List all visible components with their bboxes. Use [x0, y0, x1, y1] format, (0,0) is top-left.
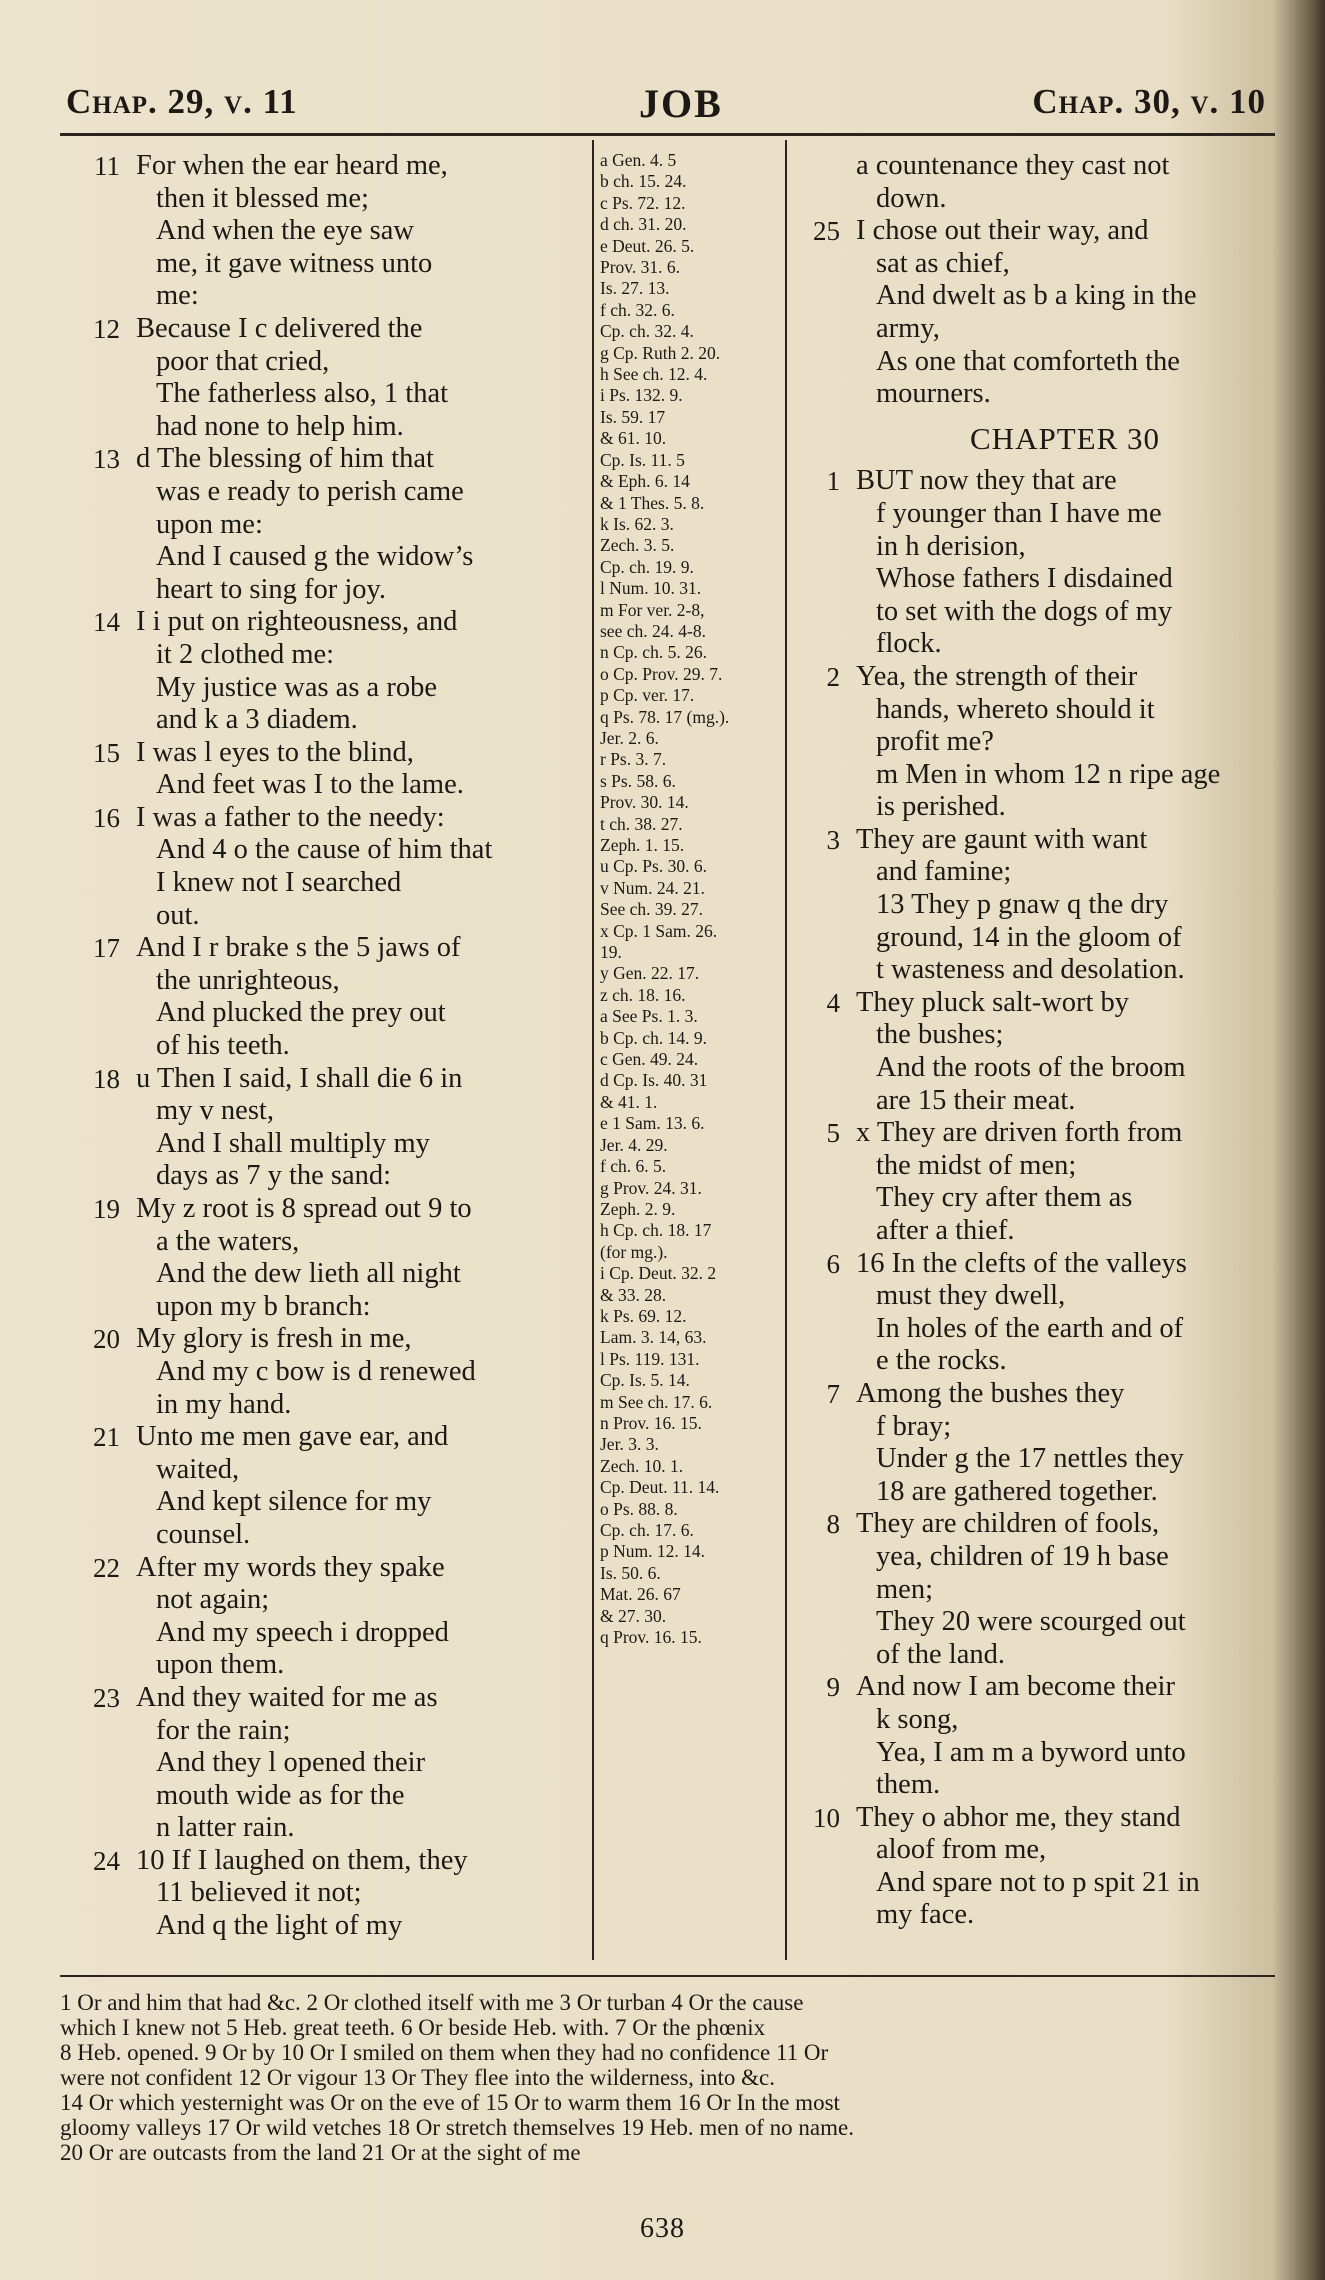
verse — [780, 824, 1280, 987]
cross-reference: n Prov. 16. 15. — [600, 1412, 702, 1433]
verse — [60, 313, 580, 443]
cross-reference: f ch. 6. 5. — [600, 1156, 667, 1177]
verse-line: army, — [876, 312, 940, 344]
verse-line: Under g the 17 nettles they — [876, 1443, 1184, 1475]
verse-line: And q the light of my — [156, 1910, 403, 1942]
cross-reference: Is. 50. 6. — [600, 1562, 661, 1583]
verse-line: and famine; — [876, 856, 1012, 888]
cross-reference: Cp. ch. 32. 4. — [600, 321, 694, 342]
cross-reference: & 33. 28. — [600, 1284, 667, 1305]
cross-reference: (for mg.). — [600, 1241, 668, 1262]
verse-line: e the rocks. — [876, 1345, 1007, 1377]
verse-number: 16 — [93, 802, 120, 833]
cross-reference: l Num. 10. 31. — [600, 578, 702, 599]
cross-reference: See ch. 39. 27. — [600, 899, 704, 920]
cross-reference: g Prov. 24. 31. — [600, 1177, 702, 1198]
cross-reference: m See ch. 17. 6. — [600, 1391, 713, 1412]
verse-line: men; — [876, 1573, 933, 1605]
footnote-line: 1 Or and him that had &c. 2 Or clothed itself with me 3 Or turban 4 Or the cause — [60, 1990, 804, 2015]
verse — [780, 1671, 1280, 1801]
cross-reference: & 61. 10. — [600, 428, 667, 449]
footnote-line: 8 Heb. opened. 9 Or by 10 Or I smiled on them when they had no confidence 11 Or — [60, 2040, 829, 2065]
verse — [60, 1845, 580, 1943]
cross-reference: & Eph. 6. 14 — [600, 471, 690, 492]
header-rule — [60, 133, 1275, 136]
verse-number: 21 — [93, 1422, 120, 1453]
verse-line: the bushes; — [876, 1019, 1004, 1051]
verse — [60, 443, 580, 606]
verse-line: flock. — [876, 628, 942, 660]
verse-number: 9 — [826, 1672, 840, 1703]
verse-number: 25 — [813, 216, 840, 247]
verse-line: out. — [156, 899, 200, 931]
cross-reference: & 41. 1. — [600, 1091, 658, 1112]
page-number: 638 — [640, 2213, 685, 2244]
verse-line: And they l opened their — [156, 1747, 426, 1779]
verse-line: In holes of the earth and of — [876, 1312, 1184, 1344]
verse-line: mourners. — [876, 378, 991, 410]
verse-line: my v nest, — [156, 1095, 274, 1127]
verse-line: counsel. — [156, 1518, 251, 1550]
verse-line: yea, children of 19 h base — [876, 1540, 1169, 1572]
verse-line: m Men in whom 12 n ripe age — [876, 758, 1221, 790]
verse-line: upon my b branch: — [156, 1290, 371, 1322]
verse-number: 20 — [93, 1324, 120, 1355]
verse-line: 16 In the clefts of the valleys — [856, 1247, 1187, 1279]
verse-line: not again; — [156, 1584, 270, 1616]
cross-reference: q Prov. 16. 15. — [600, 1627, 702, 1648]
verse-line: 18 are gathered together. — [876, 1475, 1158, 1507]
cross-reference: p Num. 12. 14. — [600, 1541, 705, 1562]
cross-reference: t ch. 38. 27. — [600, 813, 683, 834]
verse-line: upon them. — [156, 1649, 285, 1681]
verse — [780, 1802, 1280, 1932]
verse-line: My glory is fresh in me, — [136, 1323, 412, 1355]
verse-line: Whose fathers I disdained — [876, 563, 1173, 595]
verse-line: And the dew lieth all night — [156, 1258, 461, 1290]
verse-number: 14 — [93, 607, 120, 638]
verse-number: 8 — [826, 1509, 840, 1540]
verse-number: 6 — [826, 1248, 840, 1279]
verse-line: And kept silence for my — [156, 1486, 432, 1518]
verse-line: And I caused g the widow’s — [156, 541, 474, 573]
verse-line: to set with the dogs of my — [876, 595, 1173, 627]
verse-line: My justice was as a robe — [156, 671, 437, 703]
verse-line: must they dwell, — [876, 1280, 1066, 1312]
right-text-column — [780, 150, 1280, 1932]
verse-line: As one that comforteth the — [876, 345, 1180, 377]
verse-line: And feet was I to the lame. — [156, 769, 464, 801]
cross-reference: d ch. 31. 20. — [600, 214, 687, 235]
verse-line: Among the bushes they — [856, 1377, 1125, 1409]
cross-reference: e Deut. 26. 5. — [600, 235, 695, 256]
verse-line: in h derision, — [876, 530, 1026, 562]
footnote-rule — [60, 1975, 1275, 1977]
verse-number: 7 — [826, 1378, 840, 1409]
verse — [780, 1508, 1280, 1671]
verse-number: 5 — [826, 1118, 840, 1149]
footnote-line: 20 Or are outcasts from the land 21 Or at the sight of me — [60, 2140, 581, 2165]
verse-line: are 15 their meat. — [876, 1084, 1076, 1116]
verse-line: My z root is 8 spread out 9 to — [136, 1193, 472, 1224]
cross-reference: see ch. 24. 4-8. — [600, 620, 706, 641]
verse-line: and k a 3 diadem. — [156, 704, 358, 736]
running-head — [66, 82, 1266, 132]
verse-line: sat as chief, — [876, 247, 1010, 279]
left-column-divider — [592, 140, 594, 1960]
verse — [60, 737, 580, 802]
verse-line: And they waited for me as — [136, 1681, 438, 1713]
cross-reference: p Cp. ver. 17. — [600, 685, 695, 706]
header-left-reference: Chap. 29, v. 11 — [66, 82, 298, 121]
verse-line: 13 They p gnaw q the dry — [876, 889, 1169, 921]
book-title: JOB — [639, 81, 723, 126]
verse-line: down. — [876, 182, 947, 214]
cross-reference: v Num. 24. 21. — [600, 877, 705, 898]
cross-reference: d Cp. Is. 40. 31 — [600, 1070, 708, 1091]
verse-number: 22 — [93, 1552, 120, 1583]
verse-line: a the waters, — [156, 1225, 300, 1257]
verse-line: I chose out their way, and — [856, 215, 1149, 247]
cross-reference: a Gen. 4. 5 — [600, 150, 677, 170]
verse-number: 18 — [93, 1063, 120, 1094]
cross-reference: Cp. ch. 17. 6. — [600, 1520, 694, 1540]
verse-line: after a thief. — [876, 1215, 1015, 1246]
verse — [60, 606, 580, 736]
verse — [780, 1378, 1280, 1508]
cross-reference: b ch. 15. 24. — [600, 171, 687, 192]
chapter-heading: CHAPTER 30 — [970, 420, 1160, 456]
verse-line: Yea, I am m a byword unto — [876, 1736, 1186, 1768]
cross-reference: l Ps. 119. 131. — [600, 1348, 700, 1369]
cross-reference-column — [600, 150, 780, 1648]
cross-reference: 19. — [600, 942, 622, 963]
cross-reference: h See ch. 12. 4. — [600, 364, 708, 385]
verse-line: And dwelt as b a king in the — [876, 280, 1197, 312]
cross-reference: o Cp. Prov. 29. 7. — [600, 663, 723, 684]
cross-reference: Mat. 26. 67 — [600, 1584, 681, 1605]
verse — [780, 215, 1280, 411]
verse-line: Yea, the strength of their — [856, 660, 1138, 692]
verse-line: profit me? — [876, 726, 994, 758]
verse-line: After my words they spake — [136, 1551, 445, 1583]
verse — [780, 987, 1280, 1117]
cross-reference: q Ps. 78. 17 (mg.). — [600, 706, 730, 727]
cross-reference: z ch. 18. 16. — [600, 984, 686, 1005]
verse — [60, 932, 580, 1062]
verse-line: was e ready to perish came — [156, 475, 464, 507]
verse-line: I knew not I searched — [156, 867, 402, 899]
verse-line: And plucked the prey out — [156, 997, 446, 1029]
cross-reference: Jer. 3. 3. — [600, 1434, 659, 1455]
verse — [780, 1248, 1280, 1378]
verse-line: Unto me men gave ear, and — [136, 1421, 449, 1453]
verse-number: 10 — [813, 1802, 840, 1833]
verse — [60, 1063, 580, 1193]
verse-line: heart to sing for joy. — [156, 573, 387, 605]
verse-line: And when the eye saw — [156, 215, 415, 247]
verse-line: is perished. — [876, 791, 1006, 823]
cross-reference: i Ps. 132. 9. — [600, 385, 683, 406]
verse-number: 17 — [93, 933, 120, 964]
verse-line: For when the ear heard me, — [136, 150, 448, 181]
verse — [60, 1682, 580, 1845]
verse-line: t wasteness and desolation. — [876, 954, 1185, 986]
verse-line: They are gaunt with want — [856, 823, 1148, 855]
verse-line: u Then I said, I shall die 6 in — [136, 1062, 463, 1094]
verse — [60, 802, 580, 932]
cross-reference: Is. 27. 13. — [600, 278, 670, 299]
verse-line: d The blessing of him that — [136, 443, 434, 475]
verse-line: Because I c delivered the — [136, 312, 423, 344]
verse-line: And my c bow is d renewed — [156, 1355, 476, 1387]
cross-reference: a See Ps. 1. 3. — [600, 1006, 698, 1027]
cross-reference: x Cp. 1 Sam. 26. — [600, 920, 718, 941]
verse-number: 1 — [826, 466, 840, 497]
verse-line: a countenance they cast not — [856, 150, 1170, 181]
cross-reference: Lam. 3. 14, 63. — [600, 1327, 707, 1348]
cross-reference: f ch. 32. 6. — [600, 299, 675, 320]
cross-reference: s Ps. 58. 6. — [600, 770, 676, 791]
cross-reference: c Ps. 72. 12. — [600, 192, 686, 213]
header-right-reference: Chap. 30, v. 10 — [1032, 82, 1266, 121]
verse — [780, 465, 1280, 661]
verse — [60, 1323, 580, 1421]
verse-line: then it blessed me; — [156, 182, 369, 214]
verse-line: me: — [156, 280, 199, 312]
cross-reference: o Ps. 88. 8. — [600, 1498, 678, 1519]
verse-line: k song, — [876, 1703, 959, 1735]
verse-line: The fatherless also, 1 that — [156, 378, 449, 410]
verse-line: BUT now they that are — [856, 465, 1117, 497]
verse-number: 23 — [93, 1682, 120, 1713]
verse-line: f younger than I have me — [876, 497, 1162, 529]
verse-line: And 4 o the cause of him that — [156, 834, 493, 866]
cross-reference: Cp. ch. 19. 9. — [600, 556, 694, 577]
verse-number: 3 — [826, 824, 840, 855]
verse-line: They are children of fools, — [856, 1508, 1160, 1540]
footnote-line: gloomy valleys 17 Or wild vetches 18 Or stretch themselves 19 Heb. men of no name. — [60, 2115, 854, 2140]
verse-line: in my hand. — [156, 1388, 292, 1420]
cross-reference: Is. 59. 17 — [600, 406, 666, 427]
verse — [60, 150, 580, 313]
verse-line: the unrighteous, — [156, 964, 340, 996]
verse-number: 12 — [93, 313, 120, 344]
footnote-line: 14 Or which yesternight was Or on the eve of 15 Or to warm them 16 Or In the most — [60, 2090, 840, 2115]
verse-line: 11 believed it not; — [156, 1877, 362, 1909]
verse-line: And my speech i dropped — [156, 1616, 449, 1648]
cross-reference: Prov. 31. 6. — [600, 257, 681, 278]
verse-line: my face. — [876, 1899, 975, 1931]
verse-line: the midst of men; — [876, 1149, 1077, 1181]
verse-line: 10 If I laughed on them, they — [136, 1844, 468, 1876]
cross-reference: c Gen. 49. 24. — [600, 1049, 699, 1070]
verse — [60, 1552, 580, 1682]
verse-line: of his teeth. — [156, 1030, 290, 1062]
verse-line: me, it gave witness unto — [156, 247, 433, 279]
verse — [60, 1421, 580, 1551]
cross-reference: y Gen. 22. 17. — [600, 963, 700, 984]
verse-line: had none to help him. — [156, 410, 404, 442]
cross-reference: Cp. Is. 11. 5 — [600, 449, 685, 470]
footnote-line: which I knew not 5 Heb. great teeth. 6 Or beside Heb. with. 7 Or the phœnix — [60, 2015, 766, 2040]
verse-line: them. — [876, 1769, 941, 1801]
cross-reference: & 1 Thes. 5. 8. — [600, 492, 705, 513]
cross-reference: k Ps. 69. 12. — [600, 1305, 687, 1326]
verse-number: 2 — [826, 661, 840, 692]
verse-line: f bray; — [876, 1410, 952, 1442]
verse-line: upon me: — [156, 508, 263, 540]
chapter-30-verses — [780, 465, 1280, 1932]
verse-line: I was l eyes to the blind, — [136, 736, 414, 768]
cross-reference: Zech. 3. 5. — [600, 535, 675, 556]
verse-line: ground, 14 in the gloom of — [876, 921, 1182, 953]
verse-line: They 20 were scourged out — [876, 1606, 1186, 1638]
cross-reference: Jer. 2. 6. — [600, 727, 659, 748]
verse-line: of the land. — [876, 1638, 1006, 1670]
verse-number: 19 — [93, 1194, 120, 1224]
verse-line: x They are driven forth from — [856, 1117, 1183, 1149]
cross-reference: b Cp. ch. 14. 9. — [600, 1027, 707, 1048]
verse-line: And spare not to p spit 21 in — [876, 1866, 1200, 1898]
footnote-line: were not confident 12 Or vigour 13 Or They flee into the wilderness, into &c. — [60, 2065, 775, 2090]
verse-number: 13 — [93, 444, 120, 475]
chapter-29-continuation — [780, 150, 1280, 411]
cross-reference: Cp. Is. 5. 14. — [600, 1370, 690, 1391]
verse-number: 11 — [94, 151, 120, 181]
verse-line: n latter rain. — [156, 1812, 295, 1844]
cross-reference: u Cp. Ps. 30. 6. — [600, 856, 707, 877]
cross-reference: h Cp. ch. 18. 17 — [600, 1220, 712, 1241]
cross-reference: e 1 Sam. 13. 6. — [600, 1113, 705, 1134]
verse-line: And now I am become their — [856, 1671, 1175, 1703]
cross-reference: & 27. 30. — [600, 1605, 667, 1626]
verse-line: for the rain; — [156, 1714, 291, 1746]
verse-line: aloof from me, — [876, 1834, 1047, 1866]
verse-line: And I shall multiply my — [156, 1127, 430, 1159]
verse — [780, 1117, 1280, 1247]
verse-line: days as 7 y the sand: — [156, 1160, 392, 1192]
verse-number: 24 — [93, 1845, 120, 1876]
verse-line: They o abhor me, they stand — [856, 1801, 1181, 1833]
verse-line: I i put on righteousness, and — [136, 606, 458, 638]
verse — [60, 1193, 580, 1323]
verse-line: I was a father to the needy: — [136, 801, 445, 833]
verse-number: 15 — [93, 737, 120, 768]
cross-reference: k Is. 62. 3. — [600, 513, 674, 534]
cross-reference: Prov. 30. 14. — [600, 792, 689, 813]
verse — [780, 661, 1280, 824]
cross-reference: n Cp. ch. 5. 26. — [600, 642, 707, 663]
verse — [780, 150, 1280, 215]
verse-line: mouth wide as for the — [156, 1779, 405, 1811]
verse-line: They pluck salt-wort by — [856, 986, 1130, 1018]
cross-reference: Jer. 4. 29. — [600, 1134, 668, 1155]
verse-line: And the roots of the broom — [876, 1052, 1186, 1084]
cross-reference: r Ps. 3. 7. — [600, 749, 667, 770]
verse-line: poor that cried, — [156, 345, 330, 377]
verse-line: hands, whereto should it — [876, 693, 1155, 725]
verse-line: They cry after them as — [876, 1182, 1133, 1214]
cross-reference: g Cp. Ruth 2. 20. — [600, 342, 721, 363]
verse-line: waited, — [156, 1453, 240, 1485]
cross-reference: Zech. 10. 1. — [600, 1455, 684, 1476]
cross-reference: Cp. Deut. 11. 14. — [600, 1477, 720, 1498]
cross-reference: Zeph. 1. 15. — [600, 835, 685, 855]
verse-number: 4 — [826, 987, 840, 1018]
verse-line: it 2 clothed me: — [156, 638, 335, 670]
cross-reference: m For ver. 2-8, — [600, 599, 705, 620]
cross-reference: i Cp. Deut. 32. 2 — [600, 1263, 717, 1284]
verse-line: And I r brake s the 5 jaws of — [136, 932, 461, 964]
left-text-column — [60, 150, 580, 1943]
cross-reference: Zeph. 2. 9. — [600, 1198, 676, 1219]
footnotes — [60, 1990, 1275, 2165]
